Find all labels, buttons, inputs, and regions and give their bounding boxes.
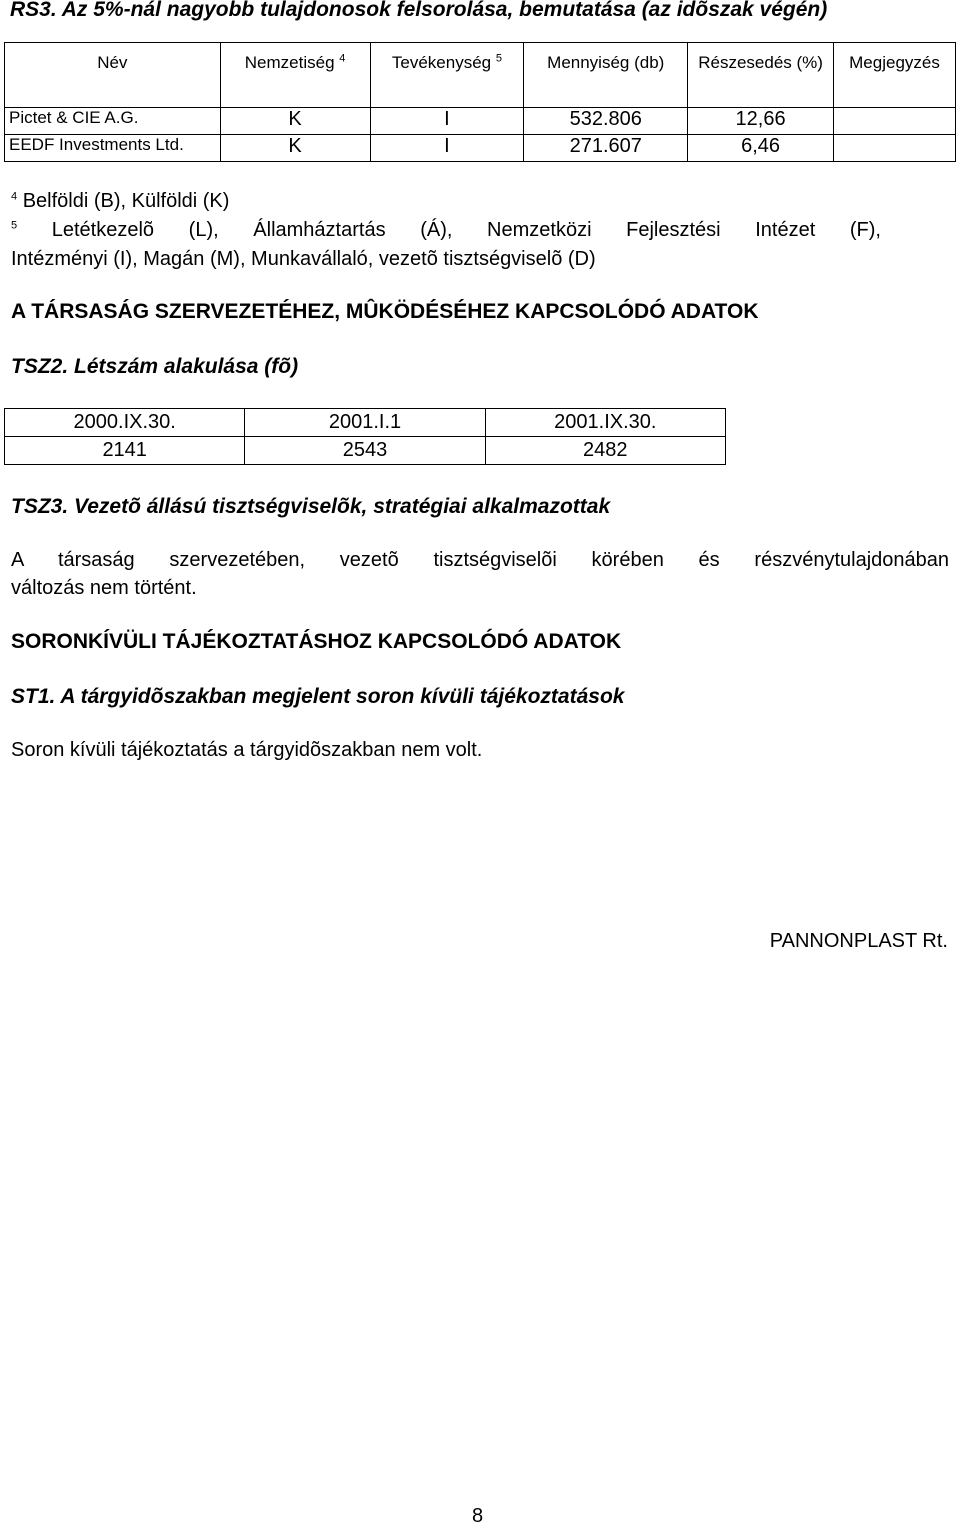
owner-quantity: 271.607 <box>524 135 688 162</box>
date-cell: 2001.IX.30. <box>485 409 725 437</box>
header-name: Név <box>5 43 221 108</box>
header-activity: Tevékenység $^5$ <box>370 43 524 108</box>
owner-nationality: K <box>220 108 370 135</box>
owner-nationality: K <box>220 135 370 162</box>
st1-title: ST1. A tárgyidõszakban megjelent soron kívüli tájékoztatások <box>11 685 625 708</box>
owner-name: EEDF Investments Ltd. <box>5 135 221 162</box>
owner-quantity: 532.806 <box>524 108 688 135</box>
tsz2-title: TSZ2. Létszám alakulása (fõ) <box>11 355 299 378</box>
table-row <box>5 135 956 162</box>
owner-note <box>834 108 956 135</box>
owner-activity: I <box>370 108 524 135</box>
company-name: PANNONPLAST Rt. <box>769 930 948 952</box>
footnote-5-line1: $^5$ Letétkezelõ (L), Államháztartás (Á), Nemzetközi Fejlesztési Intézet (F), <box>11 219 881 241</box>
headcount-table <box>4 408 726 465</box>
date-cell: 2001.I.1 <box>245 409 485 437</box>
section-extra-title: SORONKÍVÜLI TÁJÉKOZTATÁSHOZ KAPCSOLÓDÓ ADATOK <box>11 630 622 653</box>
owner-share: 12,66 <box>688 108 834 135</box>
rs3-title: RS3. Az 5%-nál nagyobb tulajdonosok felsorolása, bemutatása (az idõszak végén) <box>10 0 828 21</box>
footnote-4: $^4$ Belföldi (B), Külföldi (K) <box>11 190 230 212</box>
owner-note <box>834 135 956 162</box>
table-row <box>5 437 726 465</box>
table-row <box>5 108 956 135</box>
header-quantity: Mennyiség (db) <box>524 43 688 108</box>
date-cell: 2000.IX.30. <box>5 409 245 437</box>
headcount-cell: 2543 <box>245 437 485 465</box>
owner-share: 6,46 <box>688 135 834 162</box>
owner-name: Pictet & CIE A.G. <box>5 108 221 135</box>
header-share: Részesedés (%) <box>688 43 834 108</box>
owner-activity: I <box>370 135 524 162</box>
section-org-title: A TÁRSASÁG SZERVEZETÉHEZ, MÛKÖDÉSÉHEZ KAPCSOLÓDÓ ADATOK <box>11 300 759 323</box>
owners-table-header-row <box>5 43 956 108</box>
page-number: 8 <box>472 1505 484 1527</box>
st1-text: Soron kívüli tájékoztatás a tárgyidõszakban nem volt. <box>11 739 483 761</box>
header-nationality: Nemzetiség $^4$ <box>220 43 370 108</box>
footnote-5-line2: Intézményi (I), Magán (M), Munkavállaló, vezetõ tisztségviselõ (D) <box>11 248 596 270</box>
table-row <box>5 409 726 437</box>
header-note: Megjegyzés <box>834 43 956 108</box>
headcount-cell: 2141 <box>5 437 245 465</box>
headcount-cell: 2482 <box>485 437 725 465</box>
tsz3-text-line2: változás nem történt. <box>11 577 197 599</box>
tsz3-title: TSZ3. Vezetõ állású tisztségviselõk, stratégiai alkalmazottak <box>11 495 611 518</box>
tsz3-text-line1: A társaság szervezetében, vezetõ tisztségviselõi körében és részvénytulajdonában <box>11 549 949 571</box>
owners-table <box>4 42 956 162</box>
